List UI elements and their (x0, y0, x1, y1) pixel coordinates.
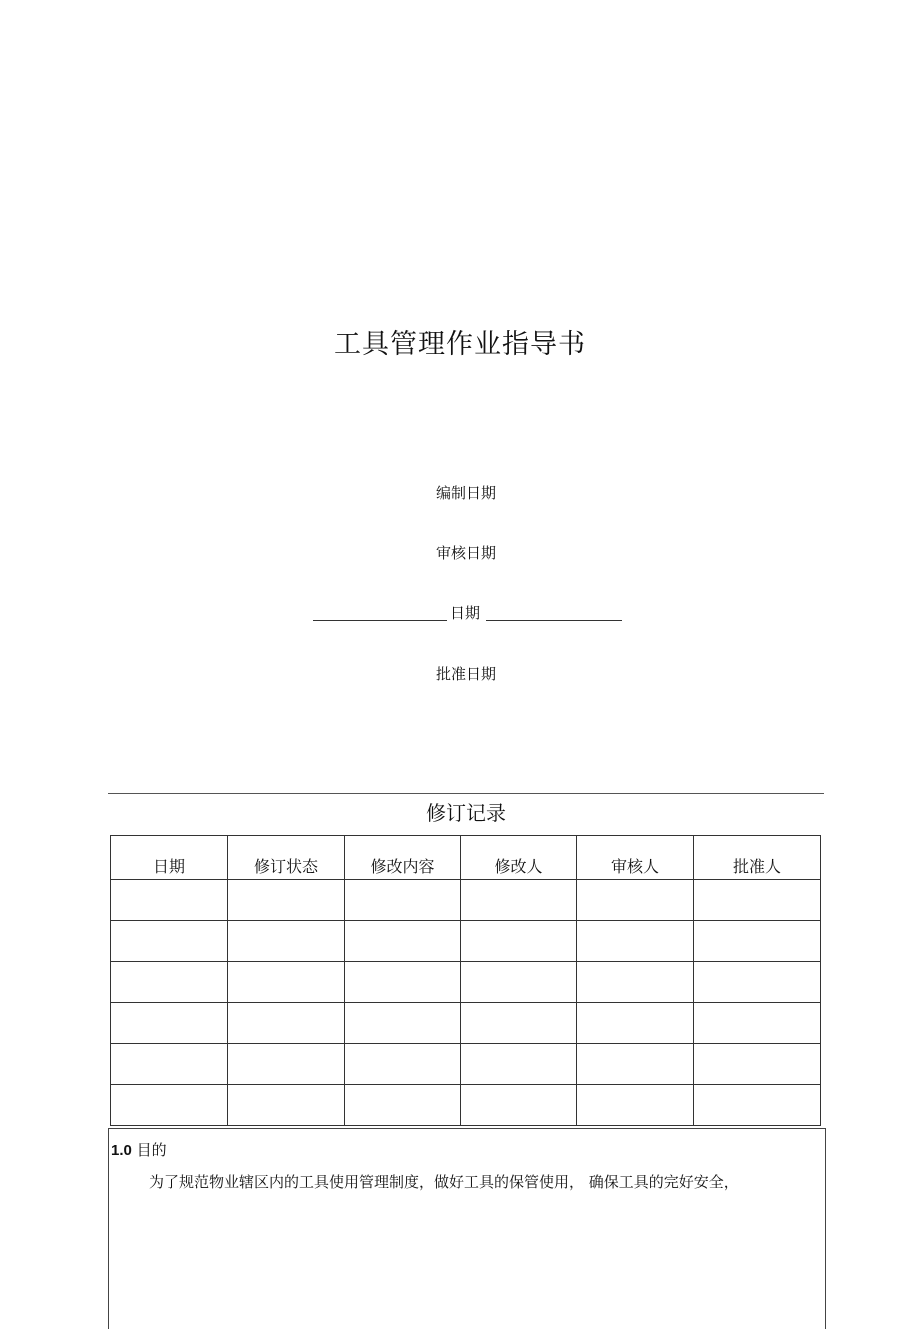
approve-date-label: 批准日期 (435, 665, 496, 683)
section-body-text: 为了规范物业辖区内的工具使用管理制度，做好工具的保管使用， 确保工具的完好安全， (149, 1173, 739, 1191)
table-cell (577, 880, 694, 921)
revision-header-row (111, 836, 821, 880)
table-cell (694, 962, 821, 1003)
table-cell (577, 921, 694, 962)
table-cell (461, 1044, 577, 1085)
table-cell (694, 1044, 821, 1085)
table-cell (461, 1085, 577, 1126)
table-cell (111, 1003, 228, 1044)
header-reviewer: 审核人 (577, 836, 694, 880)
revision-record-title: 修订记录 (426, 801, 506, 825)
table-cell (694, 880, 821, 921)
table-cell (228, 921, 345, 962)
header-date: 日期 (111, 836, 228, 880)
section-number: 1.0 (111, 1142, 132, 1159)
table-cell (111, 962, 228, 1003)
table-cell (345, 962, 461, 1003)
section-title: 目的 (136, 1141, 167, 1159)
document-title: 工具管理作业指导书 (334, 329, 586, 360)
table-cell (111, 1044, 228, 1085)
table-cell (694, 921, 821, 962)
header-approver: 批准人 (694, 836, 821, 880)
table-cell (694, 1003, 821, 1044)
table-cell (461, 880, 577, 921)
table-cell (577, 1085, 694, 1126)
section-heading (111, 1139, 167, 1160)
table-cell (111, 880, 228, 921)
table-cell (228, 880, 345, 921)
header-modifier: 修改人 (461, 836, 577, 880)
table-cell (345, 880, 461, 921)
table-cell (228, 1003, 345, 1044)
table-row (111, 880, 821, 921)
table-cell (111, 921, 228, 962)
table-cell (228, 962, 345, 1003)
table-cell (461, 921, 577, 962)
table-cell (345, 1085, 461, 1126)
table-row (111, 1003, 821, 1044)
table-cell (345, 1003, 461, 1044)
table-cell (345, 1044, 461, 1085)
blank-line-right (486, 620, 622, 621)
table-cell (345, 921, 461, 962)
table-cell (694, 1085, 821, 1126)
table-cell (111, 1085, 228, 1126)
table-cell (577, 962, 694, 1003)
table-cell (228, 1085, 345, 1126)
table-cell (577, 1003, 694, 1044)
section-purpose (108, 1128, 826, 1329)
blank-line-left (313, 620, 447, 621)
table-row (111, 962, 821, 1003)
section-divider (108, 793, 824, 794)
table-row (111, 1085, 821, 1126)
table-cell (577, 1044, 694, 1085)
table-cell (228, 1044, 345, 1085)
table-row (111, 1044, 821, 1085)
revision-table (110, 835, 821, 1126)
compile-date-label: 编制日期 (435, 484, 496, 502)
table-row (111, 921, 821, 962)
header-revision-status: 修订状态 (228, 836, 345, 880)
table-cell (461, 1003, 577, 1044)
header-change-content: 修改内容 (345, 836, 461, 880)
middle-date-label: 日期 (450, 604, 481, 622)
review-date-label: 审核日期 (435, 544, 496, 562)
table-cell (461, 962, 577, 1003)
